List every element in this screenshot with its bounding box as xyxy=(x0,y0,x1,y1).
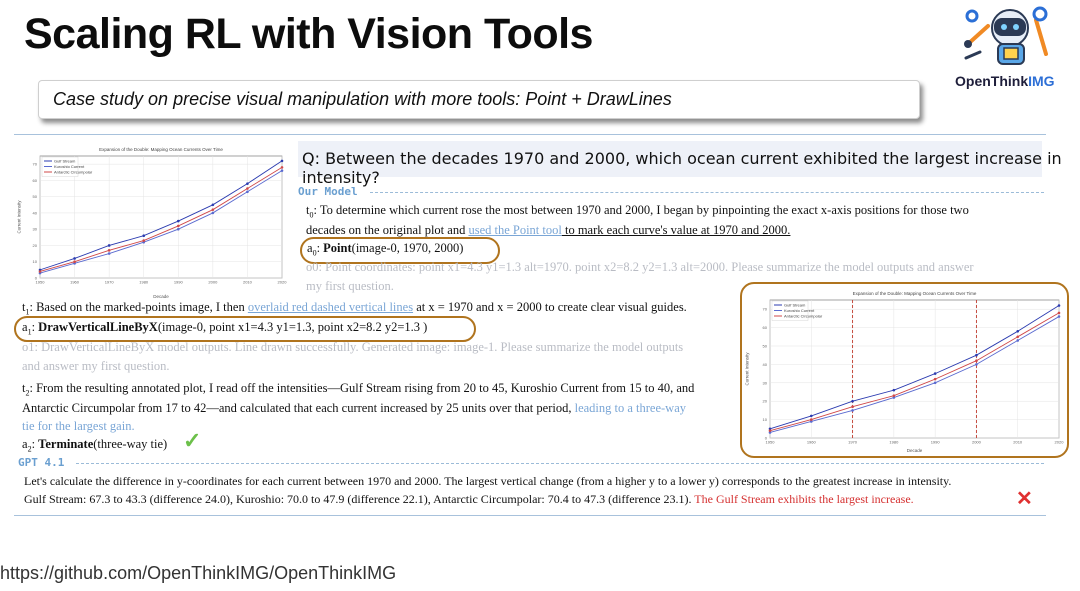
data-point xyxy=(39,270,42,273)
data-point xyxy=(73,257,76,260)
x-axis-label: Decade xyxy=(153,294,169,299)
data-point xyxy=(1016,330,1019,333)
x-tick-label: 1980 xyxy=(889,439,899,445)
data-point xyxy=(1016,339,1019,342)
robot-logo-icon xyxy=(958,4,1054,70)
bottom-divider xyxy=(14,515,1046,516)
t0-line2: decades on the original plot and used the Point tool to mark each curve's value at 1970 and 2000. xyxy=(306,223,791,237)
data-point xyxy=(851,400,854,403)
t2-line1: $t_2$: From the resulting annotated plot, I read off the intensities—Gulf Stream rising from 20 to 45, Kuroshio Current from 15 to 40, and xyxy=(22,381,695,398)
y-tick-label: 50 xyxy=(32,194,37,200)
data-point xyxy=(108,244,111,247)
data-point xyxy=(281,166,284,169)
y-tick-label: 10 xyxy=(32,259,37,265)
data-point xyxy=(246,190,249,193)
x-tick-label: 2020 xyxy=(277,279,287,285)
subtitle-banner xyxy=(38,80,920,119)
correct-check-icon: ✓ xyxy=(183,428,202,453)
data-point xyxy=(177,225,180,228)
data-point xyxy=(142,234,145,237)
data-point xyxy=(212,208,215,211)
data-point xyxy=(246,182,249,185)
data-point xyxy=(934,372,937,375)
legend-label: Antarctic Circumpolar xyxy=(54,169,93,175)
o0-line2: my first question. xyxy=(306,279,394,293)
original-plot xyxy=(16,138,288,300)
annotated-plot-frame xyxy=(740,282,1069,458)
gpt-line2: Gulf Stream: 67.3 to 43.3 (difference 24.0), Kuroshio: 70.0 to 47.9 (difference 22.1), Antarctic Circumpolar: 70.4 to 47.3 (difference 23.1). The Gulf Stream exhibits the largest increase. xyxy=(24,492,914,506)
y-tick-label: 30 xyxy=(762,380,767,386)
y-tick-label: 70 xyxy=(762,306,767,312)
data-point xyxy=(934,382,937,385)
data-point xyxy=(108,249,111,252)
data-point xyxy=(73,260,76,263)
x-tick-label: 2020 xyxy=(1054,439,1064,445)
gpt-divider xyxy=(76,463,1044,464)
x-tick-label: 1960 xyxy=(70,279,80,285)
github-url[interactable]: https://github.com/OpenThinkIMG/OpenThinkIMG xyxy=(0,563,397,583)
o1-line2: and answer my first question. xyxy=(22,359,170,373)
annotated-plot-svg xyxy=(744,286,1065,454)
y-tick-label: 40 xyxy=(32,210,37,216)
a2-action: $a_2$: Terminate(three-way tie) xyxy=(22,437,168,454)
x-axis-label: Decade xyxy=(906,448,923,453)
o0-line1: o0: Point coordinates: point x1=4.3 y1=1.3 alt=1970. point x2=8.2 y2=1.3 alt=2000. Please summarize the model outputs and answer xyxy=(306,260,974,274)
series-line-0 xyxy=(40,158,282,270)
y-tick-label: 60 xyxy=(762,325,767,331)
x-tick-label: 1960 xyxy=(806,439,816,445)
x-tick-label: 1990 xyxy=(173,279,183,285)
legend-label: Gulf Stream xyxy=(54,158,76,164)
data-point xyxy=(212,212,215,215)
data-point xyxy=(975,363,978,366)
y-tick-label: 40 xyxy=(762,361,767,367)
a0-action: $a_0$: Point(image-0, 1970, 2000) xyxy=(307,241,464,258)
y-tick-label: 10 xyxy=(762,417,767,423)
data-point xyxy=(212,204,215,207)
wrong-cross-icon: ✕ xyxy=(1016,488,1033,510)
data-point xyxy=(1016,336,1019,339)
y-tick-label: 20 xyxy=(762,398,767,404)
y-axis-label: Current Intensity xyxy=(16,200,22,234)
data-point xyxy=(810,418,813,421)
data-point xyxy=(934,378,937,381)
x-tick-label: 1970 xyxy=(104,279,114,285)
x-tick-label: 1970 xyxy=(848,439,858,445)
gpt-tag: GPT 4.1 xyxy=(18,456,65,469)
data-point xyxy=(810,415,813,418)
series-line-2 xyxy=(40,167,282,271)
y-axis-label: Current Intensity xyxy=(744,352,750,386)
t2-line2: Antarctic Circumpolar from 17 to 42—and calculated that each current increased by 25 units over that period, leading to a three-way xyxy=(22,401,687,415)
data-point xyxy=(1058,304,1061,307)
our-model-tag: Our Model xyxy=(298,185,358,198)
data-point xyxy=(975,359,978,362)
x-tick-label: 1990 xyxy=(930,439,940,445)
data-point xyxy=(281,169,284,172)
x-tick-label: 2000 xyxy=(208,279,218,285)
legend-label: Kuroshio Current xyxy=(784,308,815,313)
x-tick-label: 1950 xyxy=(765,439,775,445)
legend-label: Gulf Stream xyxy=(784,302,806,308)
original-plot-svg xyxy=(16,138,288,300)
y-tick-label: 20 xyxy=(32,242,37,248)
top-divider xyxy=(14,134,1046,135)
plot-frame xyxy=(770,300,1059,438)
series-line-2 xyxy=(770,313,1059,431)
x-tick-label: 1980 xyxy=(139,279,149,285)
data-point xyxy=(769,429,772,432)
data-point xyxy=(177,228,180,231)
t1-line: $t_1$: Based on the marked-points image, I then overlaid red dashed vertical lines at x = 1970 and x = 2000 to create clear visual guides. xyxy=(22,300,687,317)
chart-title: Expansion of the Double: Mapping Ocean Currents Over Time xyxy=(852,291,977,296)
y-tick-label: 0 xyxy=(764,435,767,441)
data-point xyxy=(142,239,145,242)
legend-label: Antarctic Circumpolar xyxy=(784,313,823,319)
x-tick-label: 1950 xyxy=(35,279,45,285)
t2-line3: tie for the largest gain. xyxy=(22,419,135,433)
legend-label: Kuroshio Current xyxy=(54,164,85,169)
y-tick-label: 30 xyxy=(32,226,37,232)
x-tick-label: 2000 xyxy=(971,439,981,445)
data-point xyxy=(177,220,180,223)
data-point xyxy=(975,354,978,357)
data-point xyxy=(851,409,854,412)
our-model-divider xyxy=(370,192,1044,193)
data-point xyxy=(108,252,111,255)
logo-text: OpenThinkIMG xyxy=(955,73,1055,89)
x-tick-label: 2010 xyxy=(242,279,252,285)
gpt-line1: Let's calculate the difference in y-coordinates for each current between 1970 and 2000. The largest vertical change (from a higher y to a lower y) corresponds to the greatest increase in intensity. xyxy=(24,474,952,488)
chart-title: Expansion of the Double: Mapping Ocean Currents Over Time xyxy=(99,147,223,152)
y-tick-label: 0 xyxy=(34,275,37,281)
data-point xyxy=(851,405,854,408)
y-tick-label: 70 xyxy=(32,161,37,167)
y-tick-label: 60 xyxy=(32,177,37,183)
data-point xyxy=(1058,315,1061,318)
slide-title: Scaling RL with Vision Tools xyxy=(24,10,593,58)
openthinkimg-logo xyxy=(958,4,1054,70)
data-point xyxy=(1058,312,1061,315)
data-point xyxy=(893,389,896,392)
a1-action: $a_1$: DrawVerticalLineByX(image-0, point x1=4.3 y1=1.3, point x2=8.2 y2=1.3 ) xyxy=(22,320,428,337)
y-tick-label: 50 xyxy=(762,343,767,349)
series-line-0 xyxy=(770,306,1059,429)
data-point xyxy=(246,187,249,190)
banner-text: Case study on precise visual manipulation with more tools: Point + DrawLines xyxy=(53,89,672,109)
x-tick-label: 2010 xyxy=(1013,439,1023,445)
question-text: Q: Between the decades 1970 and 2000, which ocean current exhibited the largest increase in intensity? xyxy=(302,149,1062,187)
data-point xyxy=(281,160,284,163)
t0-line1: $t_0$: To determine which current rose the most between 1970 and 2000, I began by pinpointing the exact x-axis positions for those two xyxy=(306,203,969,220)
data-point xyxy=(893,394,896,397)
o1-line1: o1: DrawVerticalLineByX model outputs. Line drawn successfully. Generated image: image-1. Please summarize the model outputs xyxy=(22,340,684,354)
